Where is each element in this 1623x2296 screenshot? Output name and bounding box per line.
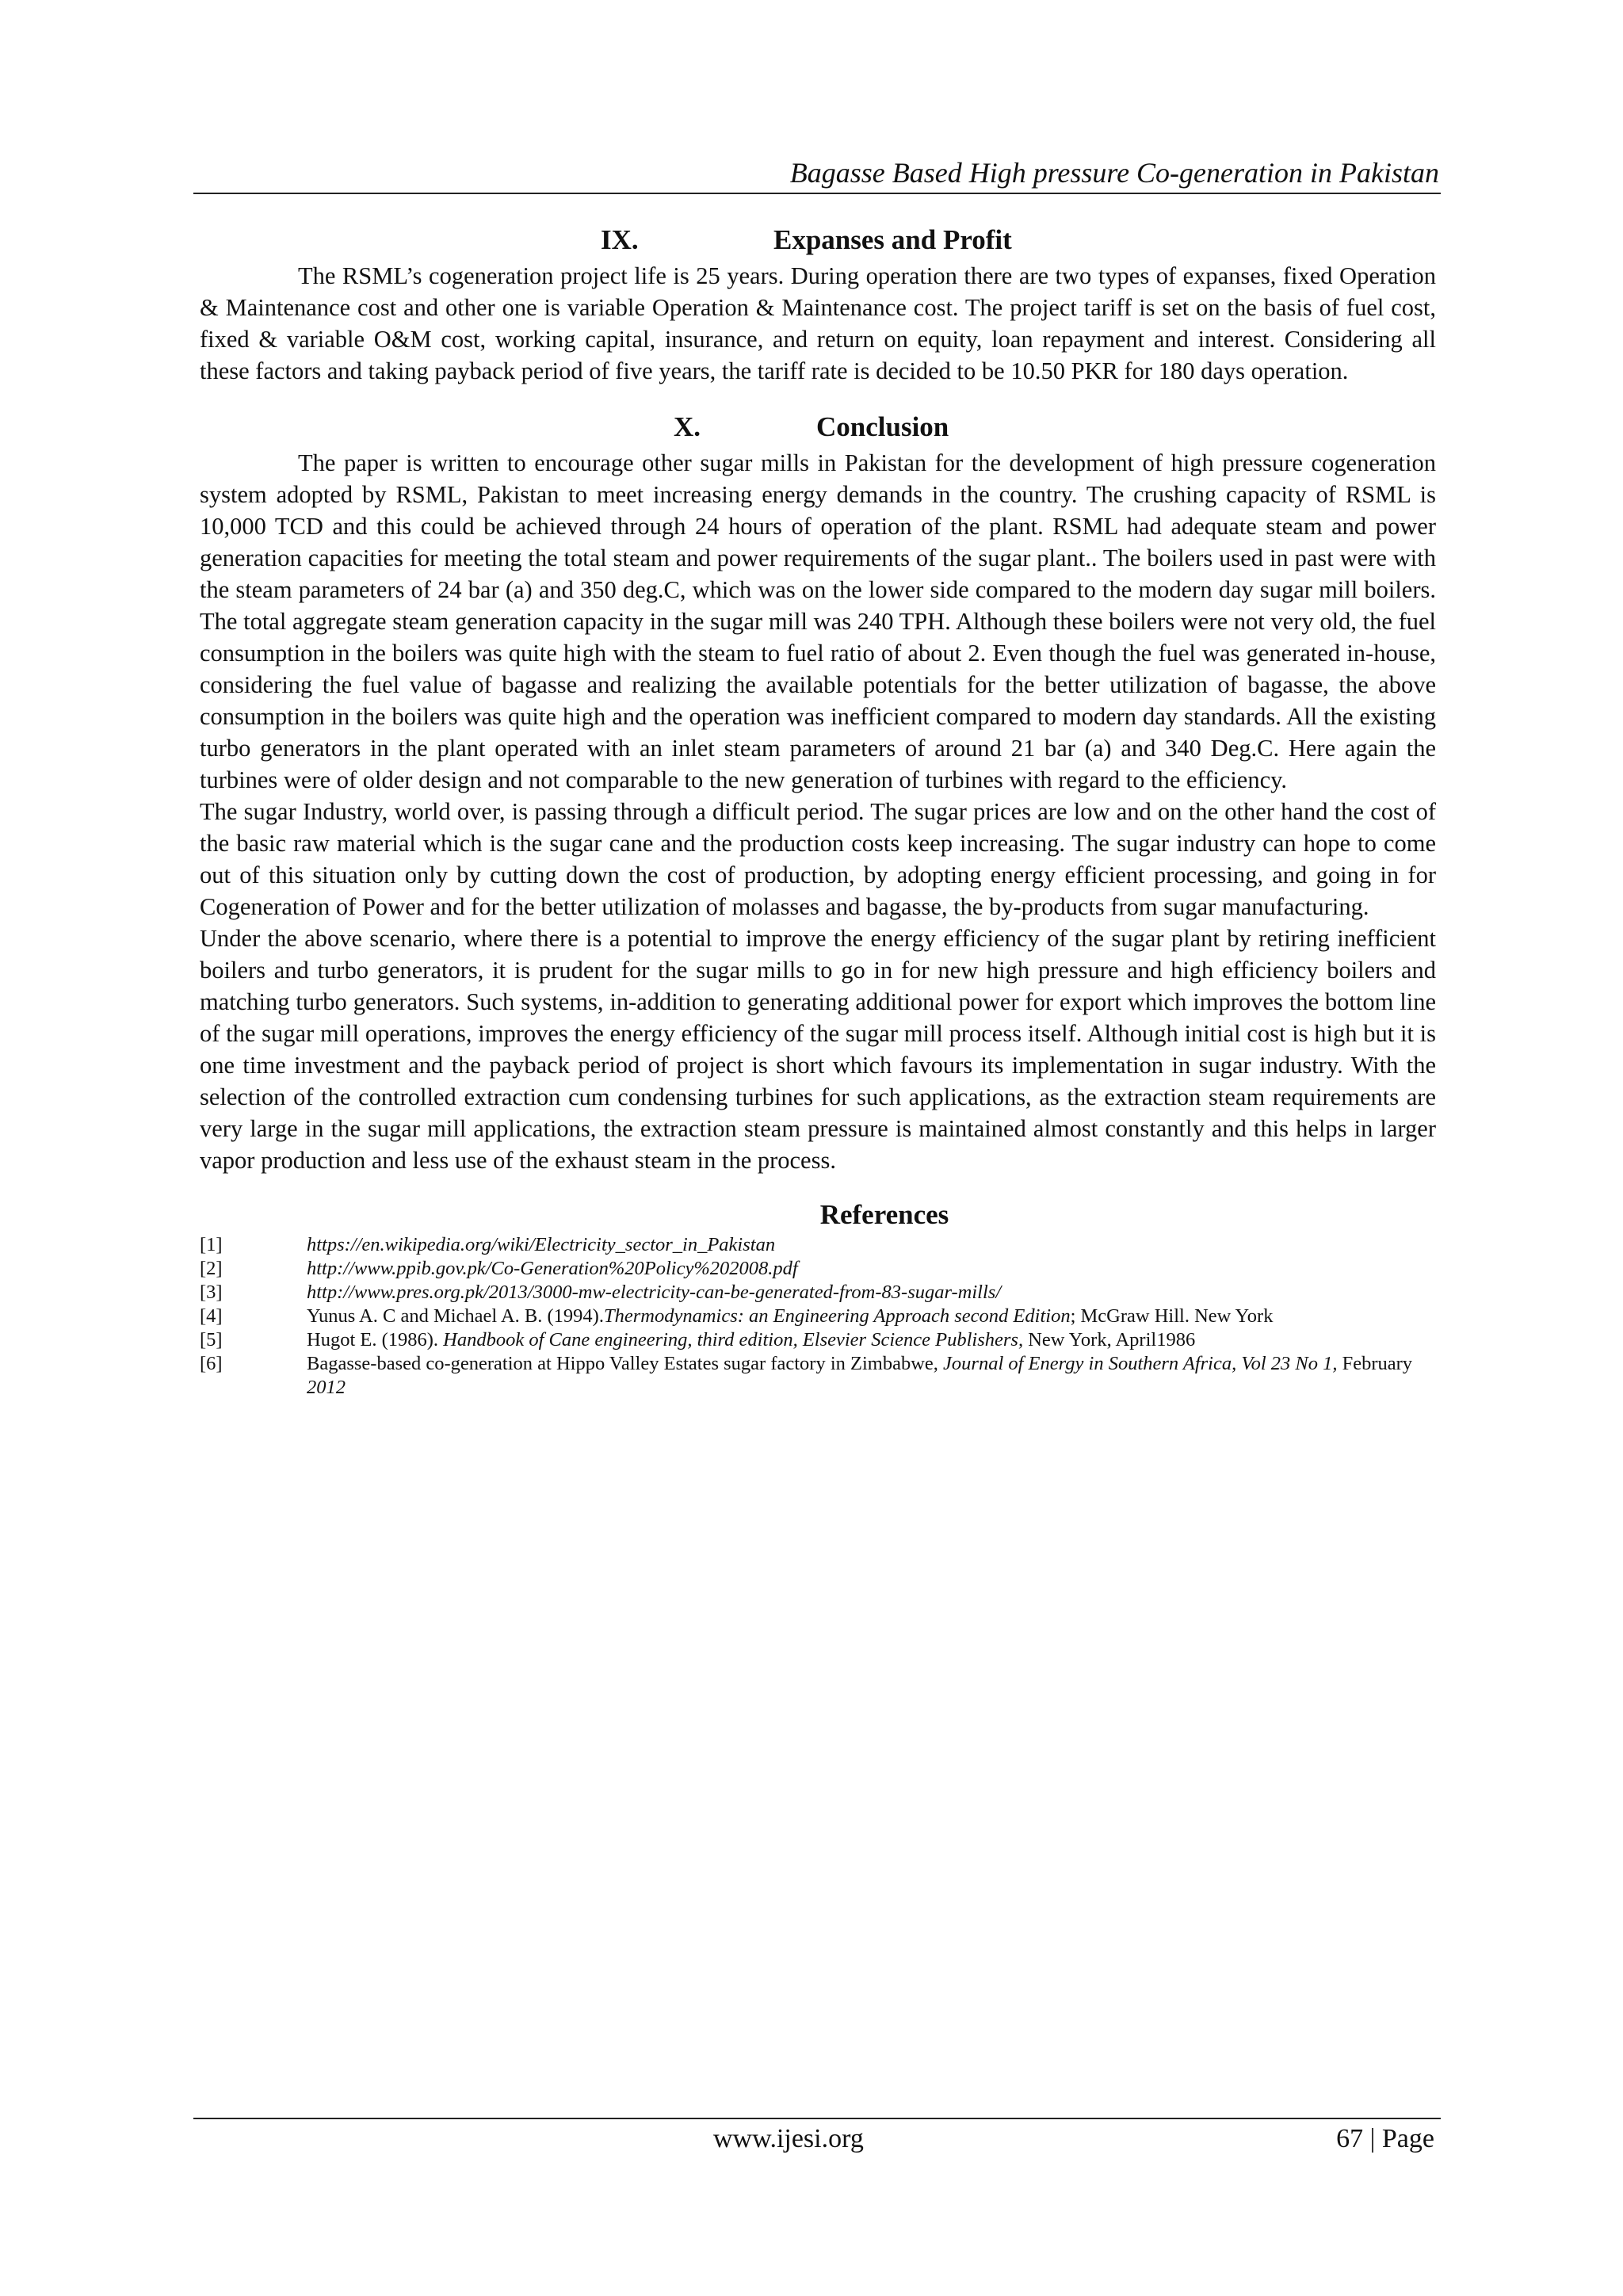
- reference-title: Thermodynamics: an Engineering Approach second Edition: [603, 1305, 1071, 1327]
- reference-item: [200, 1281, 1436, 1305]
- reference-item: [200, 1352, 1436, 1400]
- reference-authors: Yunus A. C and Michael A. B. (1994).: [307, 1305, 604, 1327]
- reference-journal: Journal of Energy in Southern Africa, Vol 23 No 1,: [943, 1353, 1338, 1374]
- reference-link[interactable]: http://www.pres.org.pk/2013/3000-mw-electricity-can-be-generated-from-83-sugar-mills/: [307, 1282, 1002, 1303]
- reference-year: 2012: [307, 1377, 346, 1398]
- reference-number: [3]: [200, 1282, 223, 1303]
- reference-number: [4]: [200, 1305, 223, 1327]
- header-rule: [193, 193, 1441, 194]
- reference-item: [200, 1305, 1436, 1328]
- footer-website-link[interactable]: www.ijesi.org: [713, 2124, 864, 2153]
- reference-date: February: [1337, 1353, 1413, 1374]
- reference-list: [200, 1233, 1436, 1400]
- reference-title: Bagasse-based co-generation at Hippo Valley Estates sugar factory in Zimbabwe,: [307, 1353, 944, 1374]
- paragraph: The sugar Industry, world over, is passing through a difficult period. The sugar prices are low and on the other hand the cost of the basic raw material which is the sugar cane and the production costs keep increasing. The sugar industry can hope to come out of this situation only by cutting down the cost of production, by adopting energy efficient processing, and going in for Cogeneration of Power and for the better utilization of molasses and bagasse, the by-products from sugar manufacturing.: [200, 798, 1436, 920]
- paragraph: Under the above scenario, where there is a potential to improve the energy efficiency of the sugar plant by retiring inefficient boilers and turbo generators, it is prudent for the sugar mills to go in for new high pressure and high efficiency boilers and matching turbo generators. Such systems, in-addition to generating additional power for export which improves the bottom line of the sugar mill operations, improves the energy efficiency of the sugar mill process itself. Although initial cost is high but it is one time investment and the payback period of project is short which favours its implementation in sugar industry. With the selection of the controlled extraction cum condensing turbines for such applications, as the extraction steam requirements are very large in the sugar mill applications, the extraction steam pressure is maintained almost constantly and this helps in larger vapor production and less use of the exhaust steam in the process.: [200, 925, 1436, 1174]
- reference-text: [307, 1352, 1436, 1400]
- paragraph: The paper is written to encourage other sugar mills in Pakistan for the development of high pressure cogeneration system adopted by RSML, Pakistan to meet increasing energy demands in the country. The crushing capacity of RSML is 10,000 TCD and this could be achieved through 24 hours of operation of the plant. RSML had adequate steam and power generation capacities for meeting the total steam and power requirements of the sugar plant.. The boilers used in past were with the steam parameters of 24 bar (a) and 350 deg.C, which was on the lower side compared to the modern day sugar mill boilers. The total aggregate steam generation capacity in the sugar mill was 240 TPH. Although these boilers were not very old, the fuel consumption in the boilers was quite high with the steam to fuel ratio of about 2. Even though the fuel was generated in-house, considering the fuel value of bagasse and realizing the available potentials for the better utilization of bagasse, the above consumption in the boilers was quite high and the operation was inefficient compared to modern day standards. All the existing turbo generators in the plant operated with an inlet steam parameters of around 21 bar (a) and 340 Deg.C. Here again the turbines were of older design and not comparable to the new generation of turbines with regard to the efficiency.: [200, 449, 1436, 793]
- footer-page-number: 67 | Page: [1336, 2124, 1434, 2153]
- references-heading: References: [819, 1199, 949, 1230]
- reference-text: [307, 1328, 1436, 1352]
- section-heading-ix: [200, 220, 1436, 260]
- reference-link[interactable]: http://www.ppib.gov.pk/Co-Generation%20Policy%202008.pdf: [307, 1258, 798, 1279]
- section-title: Conclusion: [816, 411, 949, 442]
- running-header: Bagasse Based High pressure Co-generation in Pakistan: [789, 157, 1439, 189]
- reference-title: Handbook of Cane engineering, third edition, Elsevier Science Publishers,: [443, 1329, 1024, 1350]
- reference-number: [6]: [200, 1353, 223, 1374]
- reference-item: [200, 1233, 1436, 1257]
- reference-number: [2]: [200, 1258, 223, 1279]
- footer-rule: [193, 2118, 1441, 2119]
- section-number: IX.: [601, 224, 639, 255]
- reference-text: [307, 1305, 1436, 1328]
- reference-item: [200, 1257, 1436, 1281]
- section-title: Expanses and Profit: [773, 224, 1012, 255]
- reference-number: [5]: [200, 1329, 223, 1350]
- section-heading-x: [200, 407, 1436, 447]
- reference-authors: Hugot E. (1986).: [307, 1329, 444, 1350]
- section-number: X.: [674, 411, 701, 442]
- reference-item: [200, 1328, 1436, 1352]
- reference-number: [1]: [200, 1234, 223, 1255]
- page-body: [200, 220, 1436, 1400]
- paragraph: The RSML’s cogeneration project life is 25 years. During operation there are two types of expanses, fixed Operation & Maintenance cost and other one is variable Operation & Maintenance cost. The project tariff is set on the basis of fuel cost, fixed & variable O&M cost, working capital, insurance, and return on equity, loan repayment and interest. Considering all these factors and taking payback period of five years, the tariff rate is decided to be 10.50 PKR for 180 days operation.: [200, 262, 1436, 384]
- reference-link[interactable]: https://en.wikipedia.org/wiki/Electricity_sector_in_Pakistan: [307, 1234, 776, 1255]
- reference-publisher: ; McGraw Hill. New York: [1070, 1305, 1274, 1327]
- reference-publisher: New York, April1986: [1023, 1329, 1196, 1350]
